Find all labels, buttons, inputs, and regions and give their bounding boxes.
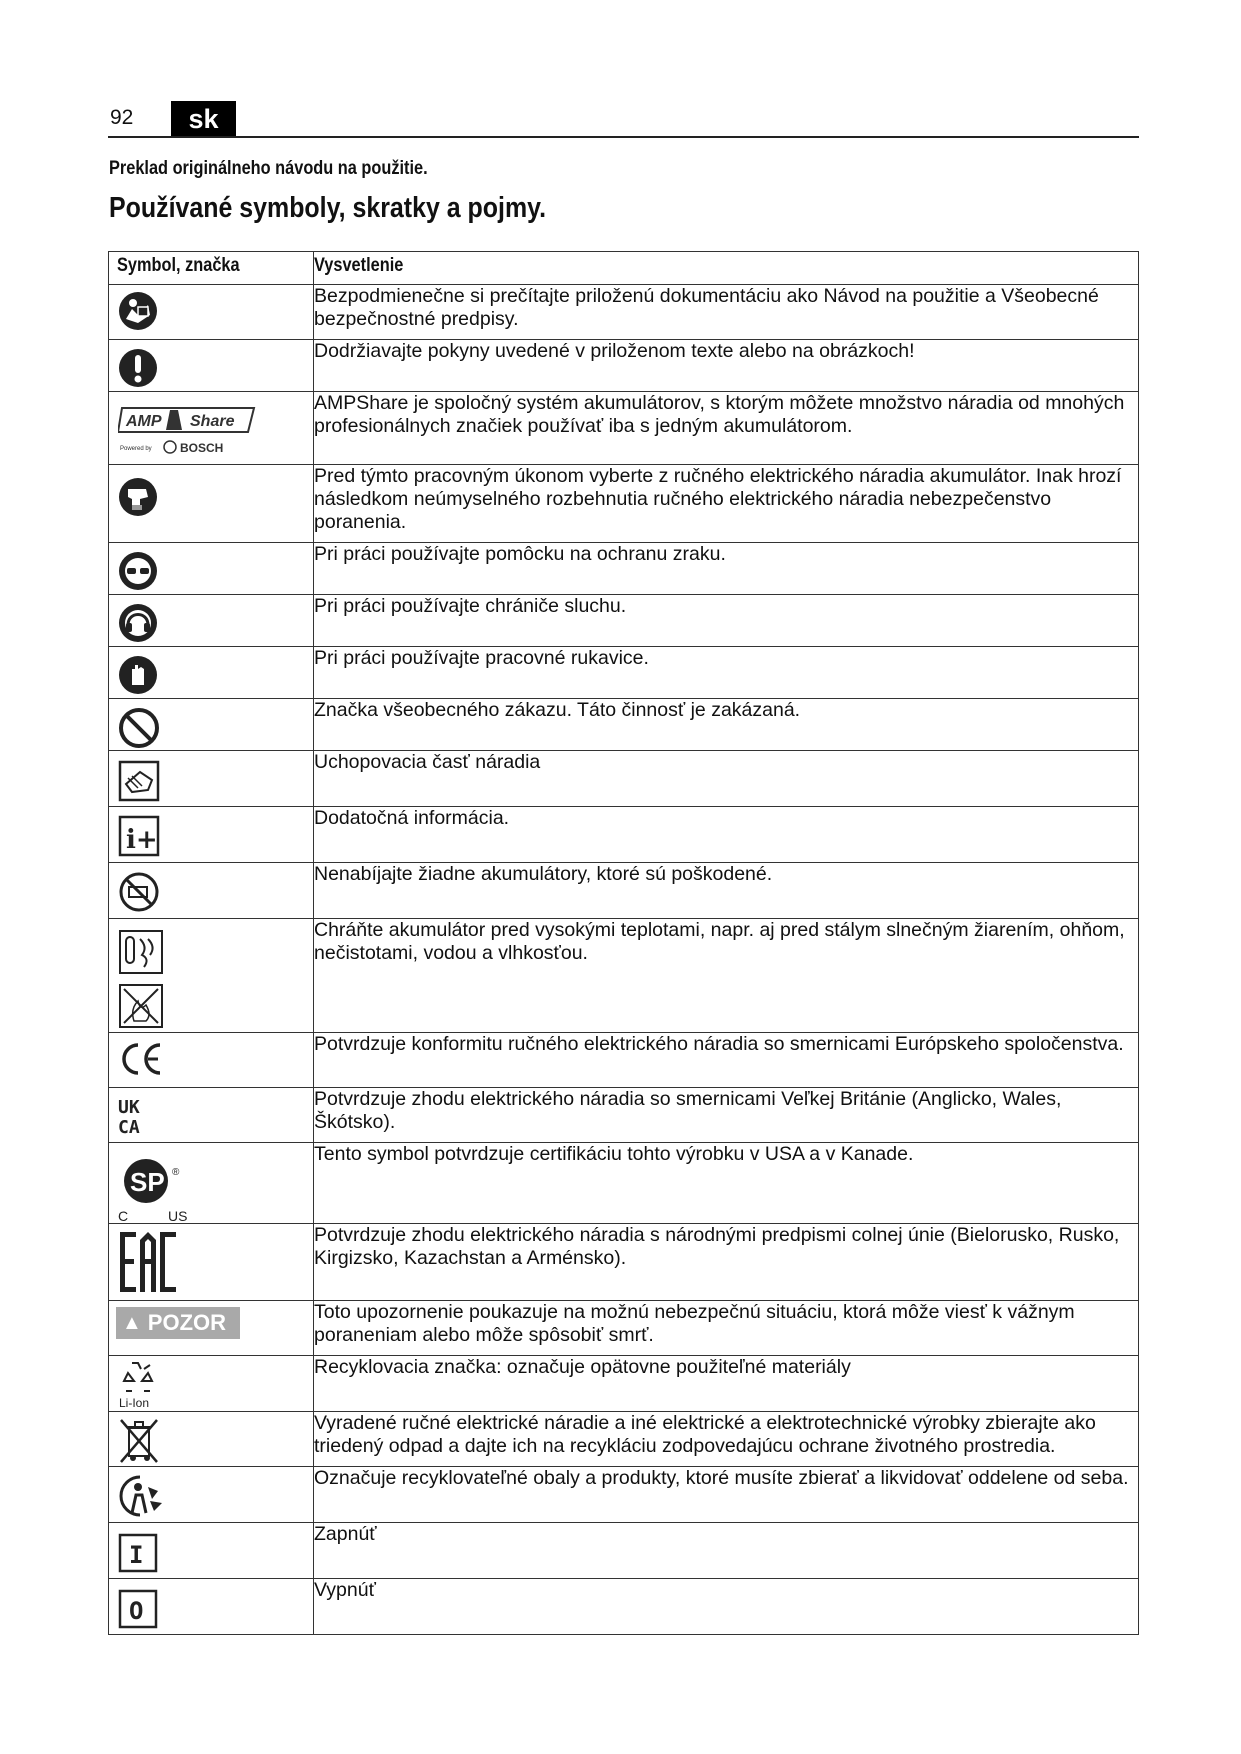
svg-text:AMP: AMP [126,413,162,430]
svg-text:®: ® [172,1167,180,1178]
svg-text:O: O [129,1597,144,1625]
gloves-icon [118,655,158,695]
row-text: Potvrdzuje zhodu elektrického náradia s národnými predpismi colnej únie (Bielorusko, Rusko, Kirgizsko, Kazachstan a Arménsko). [314,1224,1139,1301]
table-row [109,465,1139,543]
svg-text:US: US [168,1208,188,1223]
table-row [109,595,1139,647]
svg-text:i+: i+ [126,825,158,855]
row-text: Uchopovacia časť náradia [314,751,1139,807]
weee-crossed-bin-icon [118,1416,160,1464]
row-text: Pri práci používajte pomôcku na ochranu zraku. [314,543,1139,595]
table-row [109,340,1139,392]
table-row [109,1467,1139,1523]
page-number: 92 [110,106,134,129]
svg-text:SP: SP [130,1167,165,1197]
triman-icon [118,1473,166,1519]
grip-surface-icon [118,760,160,802]
svg-text:I: I [129,1541,144,1569]
remove-battery-icon [118,477,158,517]
eye-protection-icon [118,551,158,591]
svg-text:Share: Share [190,413,235,430]
row-text: Zapnúť [314,1523,1139,1579]
row-text: Tento symbol potvrdzuje certifikáciu tohto výrobku v USA a v Kanade. [314,1143,1139,1224]
no-damaged-battery-icon [118,871,160,913]
table-row [109,1088,1139,1143]
table-row [109,699,1139,751]
row-text: Pred týmto pracovným úkonom vyberte z ručného elektrického náradia akumulátor. Inak hrozí následkom neúmyselného rozbehnutia ručného elektrického náradia nebezpečenstvo poranenia. [314,465,1139,543]
page-title: Používané symboly, skratky a pojmy. [109,192,547,224]
table-header-row [109,252,1139,285]
table-row [109,543,1139,595]
csa-us-mark-icon [118,1151,198,1223]
row-text: Chráňte akumulátor pred vysokými teplotami, napr. aj pred stálym slnečným žiarením, ohňom, nečistotami, vodou a vlhkosťou. [314,919,1139,1033]
table-row [109,919,1139,1033]
language-tag: sk [171,101,236,136]
prohibition-icon [118,707,160,749]
battery-heat-protection-icon [118,929,164,1029]
mandatory-exclamation-icon [118,348,158,388]
row-text: Označuje recyklovateľné obaly a produkty, ktoré musíte zbierať a likvidovať oddelene od seba. [314,1467,1139,1523]
svg-text:UK: UK [118,1097,140,1118]
read-manual-icon [118,291,158,331]
row-text: Vypnúť [314,1579,1139,1635]
ukca-mark-icon [118,1096,152,1136]
power-on-icon [118,1533,158,1573]
row-text: Značka všeobecného zákazu. Táto činnosť je zakázaná. [314,699,1139,751]
table-row [109,1523,1139,1579]
row-text: Recyklovacia značka: označuje opätovne použiteľné materiály [314,1356,1139,1412]
row-text: Vyradené ručné elektrické náradie a iné elektrické a elektrotechnické výrobky zbierajte ako triedený odpad a dajte ich na recykláciu zodpovedajúcu ochrane životného prostredia. [314,1412,1139,1467]
column-header-symbol: Symbol, značka [109,252,314,285]
recycling-li-ion-icon [118,1359,164,1409]
row-text: Pri práci používajte chrániče sluchu. [314,595,1139,647]
ampshare-logo-icon [118,404,258,456]
svg-text:BOSCH: BOSCH [180,441,224,455]
ear-protection-icon [118,603,158,643]
table-row [109,1224,1139,1301]
table-row [109,392,1139,465]
table-row [109,751,1139,807]
row-text: Bezpodmienečne si prečítajte priloženú dokumentáciu ako Návod na použitie a Všeobecné bezpečnostné predpisy. [314,285,1139,340]
translation-note: Preklad originálneho návodu na použitie. [109,158,428,179]
svg-text:CA: CA [118,1117,140,1136]
warning-triangle-icon: ▲ [122,1312,142,1334]
table-row [109,285,1139,340]
warning-label-icon: ▲ POZOR [116,1307,240,1339]
table-row [109,1412,1139,1467]
row-text: AMPShare je spoločný systém akumulátorov, s ktorým môžete množstvo náradia od mnohých profesionálnych značiek používať iba s jedným akumulátorom. [314,392,1139,465]
column-header-explanation: Vysvetlenie [314,252,1139,285]
svg-text:Li-Ion: Li-Ion [119,1396,150,1409]
table-row [109,1033,1139,1088]
row-text: Dodatočná informácia. [314,807,1139,863]
row-text: Dodržiavajte pokyny uvedené v priloženom texte alebo na obrázkoch! [314,340,1139,392]
table-row [109,1356,1139,1412]
table-row [109,1143,1139,1224]
header-rule [108,136,1139,138]
svg-text:Powered by: Powered by [120,446,152,452]
eac-mark-icon [118,1230,192,1294]
ce-mark-icon [118,1041,164,1077]
svg-text:C: C [118,1208,129,1223]
table-row [109,1301,1139,1356]
table-row [109,807,1139,863]
row-text: Potvrdzuje zhodu elektrického náradia so smernicami Veľkej Británie (Anglicko, Wales, Škótsko). [314,1088,1139,1143]
info-plus-icon [118,815,160,857]
table-row [109,647,1139,699]
power-off-icon [118,1589,158,1629]
row-text: Potvrdzuje konformitu ručného elektrického náradia so smernicami Európskeho spoločenstva. [314,1033,1139,1088]
row-text: Toto upozornenie poukazuje na možnú nebezpečnú situáciu, ktorá môže viesť k vážnym poraneniam alebo môže spôsobiť smrť. [314,1301,1139,1356]
table-row [109,1579,1139,1635]
symbols-table [108,251,1139,1635]
row-text: Pri práci používajte pracovné rukavice. [314,647,1139,699]
table-row [109,863,1139,919]
row-text: Nenabíjajte žiadne akumulátory, ktoré sú poškodené. [314,863,1139,919]
